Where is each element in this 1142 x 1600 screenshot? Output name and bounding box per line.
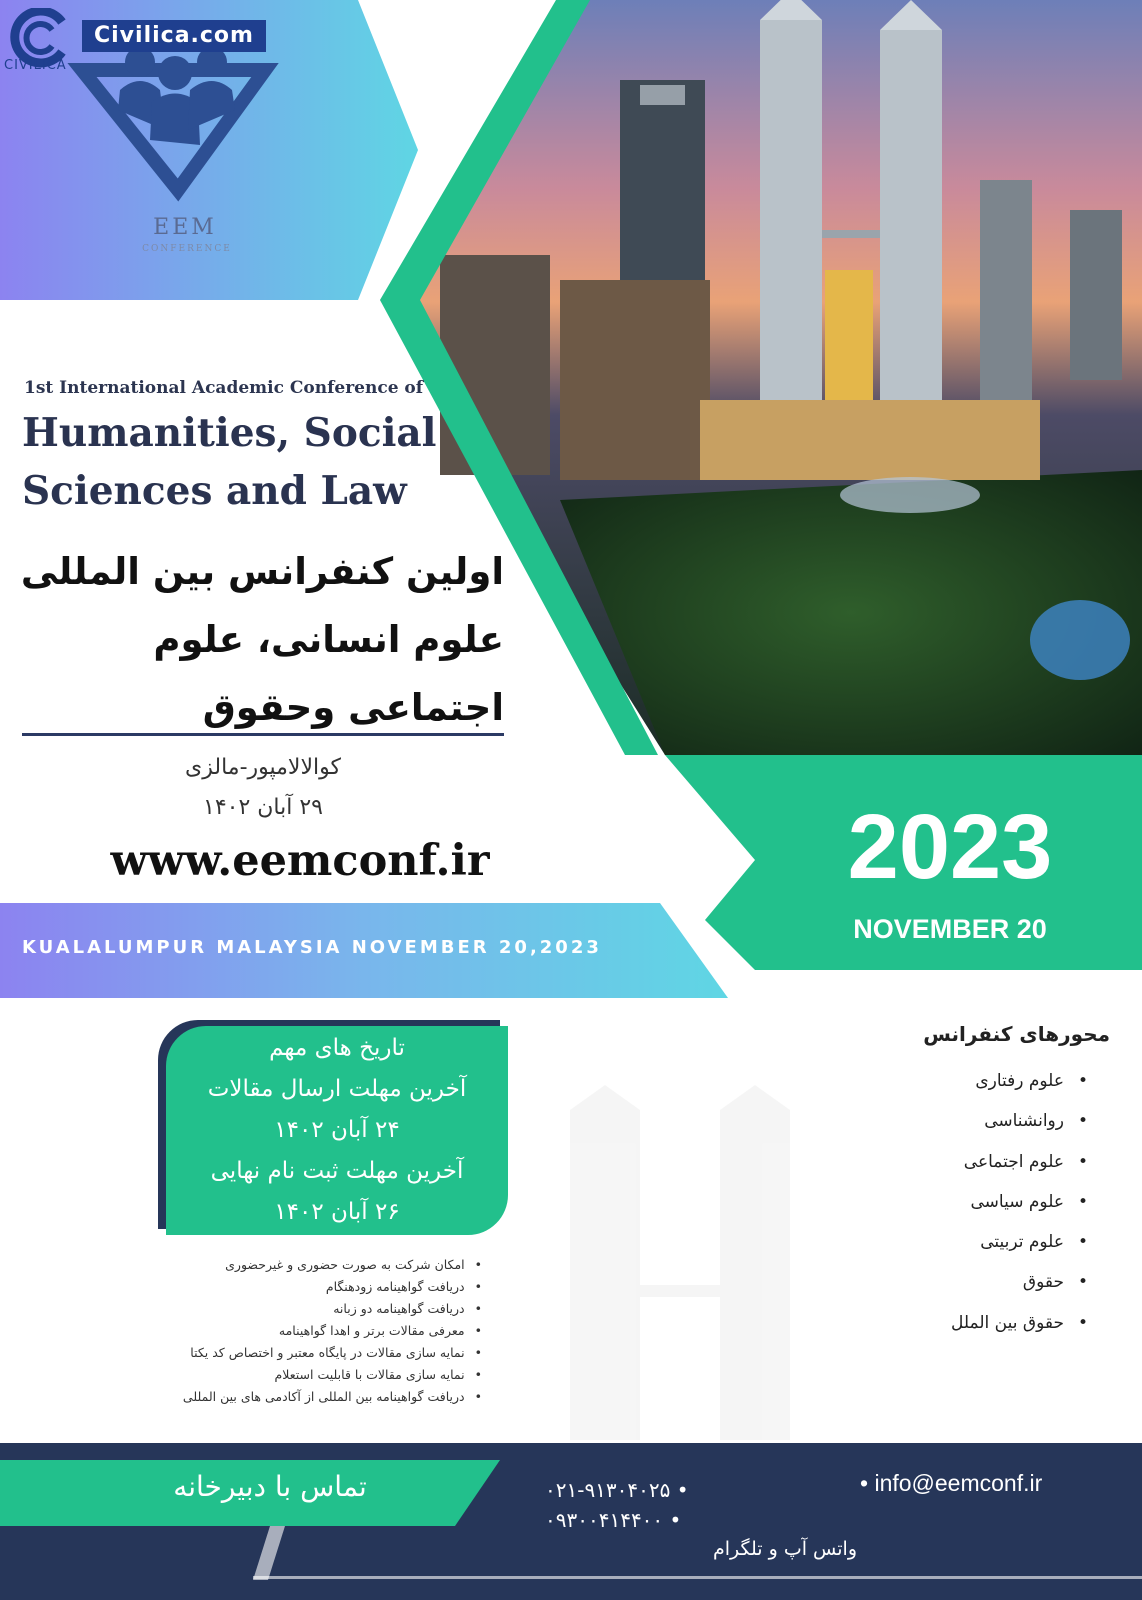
feature-item: • دریافت گواهینامه دو زبانه: [140, 1298, 482, 1320]
conference-title-en-line2: Sciences and Law: [22, 468, 407, 514]
axis-item: • علوم اجتماعی: [900, 1142, 1088, 1182]
bullet-icon: •: [670, 1478, 689, 1502]
conference-title-fa-line2: علوم انسانی، علوم اجتماعی وحقوق: [153, 618, 504, 729]
phone-mobile[interactable]: [545, 1508, 725, 1532]
axis-item: • حقوق: [900, 1262, 1088, 1302]
features-list: [140, 1254, 482, 1408]
location-banner-text: KUALALUMPUR MALAYSIA NOVEMBER 20,2023: [22, 937, 602, 958]
conference-title-en: [22, 404, 462, 520]
submission-deadline-label: آخرین مهلت ارسال مقالات: [207, 1076, 467, 1102]
twin-towers-watermark: [570, 1085, 790, 1440]
submission-deadline-date: ۲۴ آبان ۱۴۰۲: [274, 1117, 400, 1143]
conference-axes-list: [900, 1061, 1088, 1343]
axis-item: • علوم رفتاری: [900, 1061, 1088, 1101]
eem-logo-subtitle: CONFERENCE: [142, 244, 232, 254]
conference-title-fa: [10, 538, 504, 742]
feature-item: • امکان شرکت به صورت حضوری و غیرحضوری: [140, 1254, 482, 1276]
axis-item: • علوم سیاسی: [900, 1182, 1088, 1222]
contact-secretariat-label: تماس با دبیرخانه: [173, 1470, 367, 1503]
messengers-label: واتس آپ و تلگرام: [712, 1538, 858, 1560]
conference-title-fa-line1: اولین کنفرانس بین المللی: [20, 550, 504, 593]
phone-landline[interactable]: [545, 1478, 725, 1502]
conference-subtitle-en: 1st International Academic Conference of: [24, 378, 424, 398]
civilica-site-label[interactable]: Civilica.com: [82, 20, 266, 52]
registration-deadline-label: آخرین مهلت ثبت نام نهایی: [210, 1158, 464, 1184]
phone-landline-text: ۰۲۱-۹۱۳۰۴۰۲۵: [545, 1478, 671, 1502]
axis-item: • حقوق بین الملل: [900, 1303, 1088, 1343]
feature-item: • معرفی مقالات برتر و اهدا گواهینامه: [140, 1320, 482, 1342]
email-link[interactable]: [860, 1470, 1042, 1497]
bullet-icon: •: [860, 1470, 875, 1496]
important-dates-title: تاریخ های مهم: [269, 1035, 405, 1061]
axis-item: • روانشناسی: [900, 1101, 1088, 1141]
location-fa: کوالالامپور-مالزی: [185, 755, 341, 780]
feature-item: • نمایه سازی مقالات با قابلیت استعلام: [140, 1364, 482, 1386]
bullet-icon: •: [663, 1508, 682, 1532]
eem-logo-name: EEM: [153, 215, 217, 240]
location-date-fa: [150, 748, 376, 828]
civilica-brand-text: CIVILICA: [4, 58, 67, 73]
conference-year: 2023: [847, 796, 1053, 898]
feature-item: • دریافت گواهینامه زودهنگام: [140, 1276, 482, 1298]
date-fa: ۲۹ آبان ۱۴۰۲: [203, 795, 323, 820]
important-dates-box: [166, 1026, 508, 1235]
feature-item: • دریافت گواهینامه بین المللی از آکادمی های بین المللی: [140, 1386, 482, 1408]
email-text: info@eemconf.ir: [874, 1470, 1043, 1496]
phone-mobile-text: ۰۹۳۰۰۴۱۴۴۰۰: [545, 1508, 664, 1532]
conference-month-day: NOVEMBER 20: [853, 914, 1047, 944]
feature-item: • نمایه سازی مقالات در پایگاه معتبر و اختصاص کد یکتا: [140, 1342, 482, 1364]
website-link[interactable]: www.eemconf.ir: [110, 836, 490, 886]
axis-item: • علوم تربیتی: [900, 1222, 1088, 1262]
conference-axes-title: محورهای کنفرانس: [923, 1022, 1110, 1046]
conference-title-en-line1: Humanities, Social: [22, 410, 437, 456]
registration-deadline-date: ۲۶ آبان ۱۴۰۲: [274, 1199, 400, 1225]
divider: [22, 733, 504, 736]
